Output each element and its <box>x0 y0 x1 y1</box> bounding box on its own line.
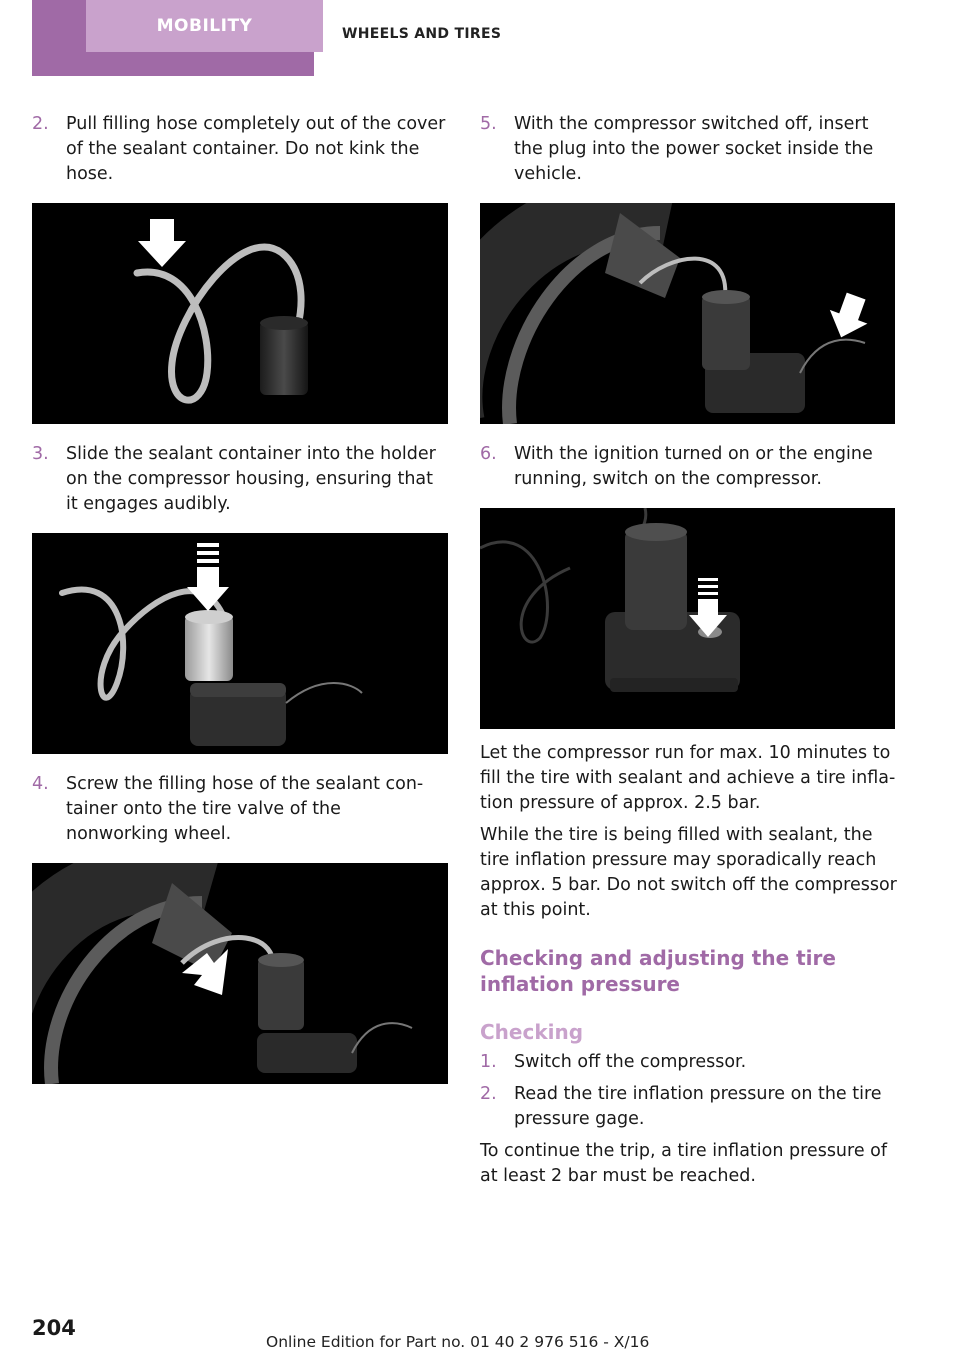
step-number: 6. <box>480 444 497 464</box>
step-item <box>480 442 898 492</box>
figure-compressor-switch <box>480 508 895 729</box>
figure-hose <box>32 203 448 424</box>
page-number: 204 <box>32 1316 76 1340</box>
step-item <box>480 1050 898 1075</box>
subsection-heading: Checking <box>480 1020 584 1044</box>
step-text: Slide the sealant container into the holder on the compressor housing, ensuring that it engages audibly. <box>66 444 436 514</box>
step-text: Read the tire inflation pressure on the tire pressure gage. <box>514 1084 882 1129</box>
step-text: Screw the filling hose of the sealant con‐ tainer onto the tire valve of the nonworking wheel. <box>66 774 424 844</box>
step-item <box>480 112 898 187</box>
step-number: 5. <box>480 114 497 134</box>
left-column <box>32 110 448 1084</box>
step-item <box>480 1082 898 1132</box>
step-number: 2. <box>32 114 49 134</box>
step-item <box>32 112 448 187</box>
step-text: Pull filling hose completely out of the cover of the sealant container. Do not kink the hose. <box>66 114 446 184</box>
step-number: 4. <box>32 774 49 794</box>
step-item <box>32 442 448 517</box>
step-item <box>32 772 448 847</box>
paragraph: Let the compressor run for max. 10 minutes to fill the tire with sealant and achieve a tire infla‐ tion pressure of approx. 2.5 bar. <box>480 743 896 813</box>
paragraph: To continue the trip, a tire inflation pressure of at least 2 bar must be reached. <box>480 1141 888 1186</box>
chapter-tab <box>32 0 314 76</box>
figure-sealant-container <box>32 533 448 754</box>
section-heading: Checking and adjusting the tire inflation pressure <box>480 946 836 996</box>
section-title: WHEELS AND TIRES <box>342 26 502 42</box>
step-text: With the compressor switched off, insert the plug into the power socket inside the vehicle. <box>514 114 874 184</box>
step-text: Switch off the compressor. <box>514 1052 747 1072</box>
step-number: 2. <box>480 1084 497 1104</box>
figure-power-plug <box>480 203 895 424</box>
step-text: With the ignition turned on or the engine running, switch on the compressor. <box>514 444 873 489</box>
right-column <box>480 110 898 1189</box>
chapter-title: MOBILITY <box>86 0 323 52</box>
figure-tire-valve <box>32 863 448 1084</box>
step-number: 1. <box>480 1052 497 1072</box>
paragraph: While the tire is being filled with sealant, the tire inflation pressure may sporadically reach approx. 5 bar. Do not switch off the compressor at this point. <box>480 825 897 920</box>
footer-edition: Online Edition for Part no. 01 40 2 976 516 - X/16 <box>266 1333 650 1351</box>
step-number: 3. <box>32 444 49 464</box>
